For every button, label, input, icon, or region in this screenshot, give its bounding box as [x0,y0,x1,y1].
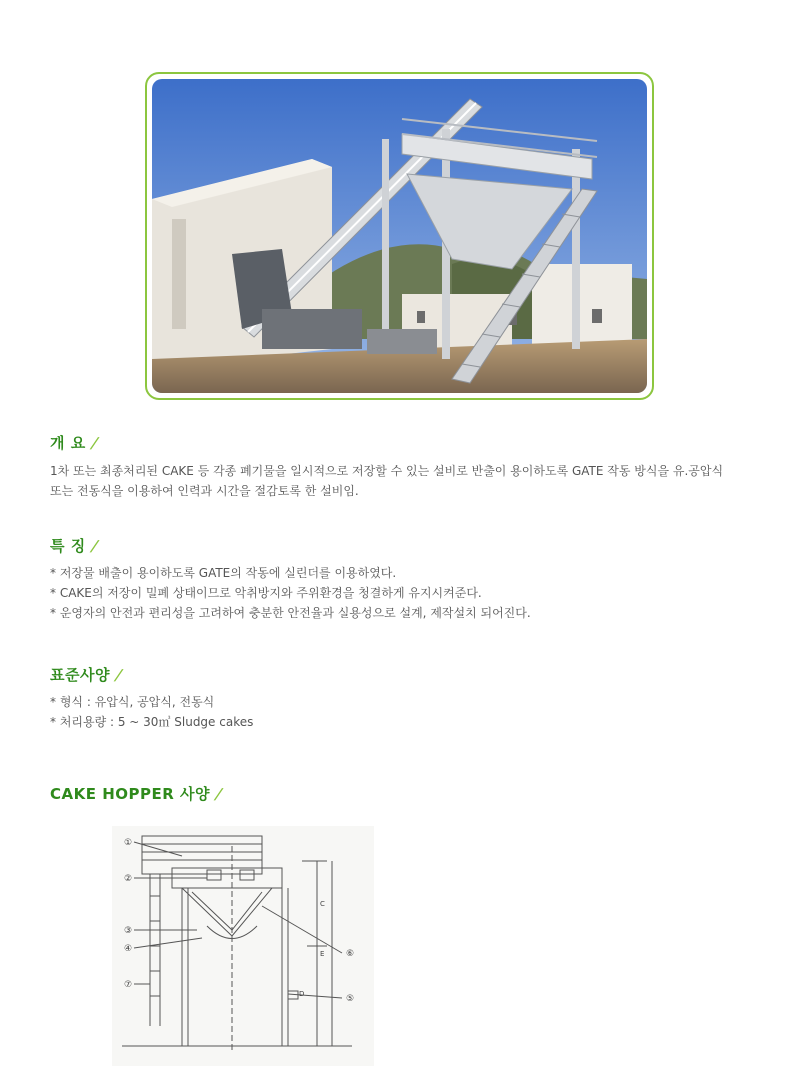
hopper-photo-illustration [152,79,647,393]
features-line: * 운영자의 안전과 편리성을 고려하여 충분한 안전율과 실용성으로 설계, 제작설치 되어진다. [50,606,531,620]
specs-text [50,692,253,732]
slash-icon: / [88,537,101,555]
hopper-drawing [112,826,374,1066]
specs-title: 표준사양 / [50,666,126,684]
features-text [50,563,531,623]
overview-line: 또는 전동식을 이용하여 인력과 시간을 절감토록 한 설비임. [50,484,359,498]
hopper-drawing-svg [112,826,374,1066]
slash-icon: / [112,666,126,684]
callout-4: ④ [124,944,133,954]
callout-7: ⑦ [124,980,133,990]
callout-2: ② [124,874,133,884]
specs-line: * 형식 : 유압식, 공압식, 전동식 [50,695,215,709]
callout-3: ③ [124,926,133,936]
callout-5: ⑤ [346,994,355,1004]
dim-c: C [320,900,325,908]
features-title: 특 징 / [50,537,101,555]
dim-e: E [320,950,325,958]
overview-text [50,461,723,501]
dim-d: D [299,990,305,998]
photo-frame [145,72,654,400]
overview-title: 개 요 / [50,434,101,452]
features-line: * CAKE의 저장이 밀폐 상태이므로 악취방지와 주위환경을 청결하게 유지시켜준다. [50,586,482,600]
callout-1: ① [124,838,133,848]
overview-line: 1차 또는 최종처리된 CAKE 등 각종 폐기물을 일시적으로 저장할 수 있는 설비로 반출이 용이하도록 GATE 작동 방식을 유.공압식 [50,464,724,478]
drawing-title: CAKE HOPPER 사양 / [50,785,226,803]
features-line: * 저장물 배출이 용이하도록 GATE의 작동에 실린더를 이용하였다. [50,566,397,580]
slash-icon: / [88,434,101,452]
callout-6: ⑥ [346,949,355,959]
slash-icon: / [212,785,226,803]
specs-line: * 처리용량 : 5 ~ 30㎥ Sludge cakes [50,715,254,729]
cake-hopper-photo [152,79,647,393]
